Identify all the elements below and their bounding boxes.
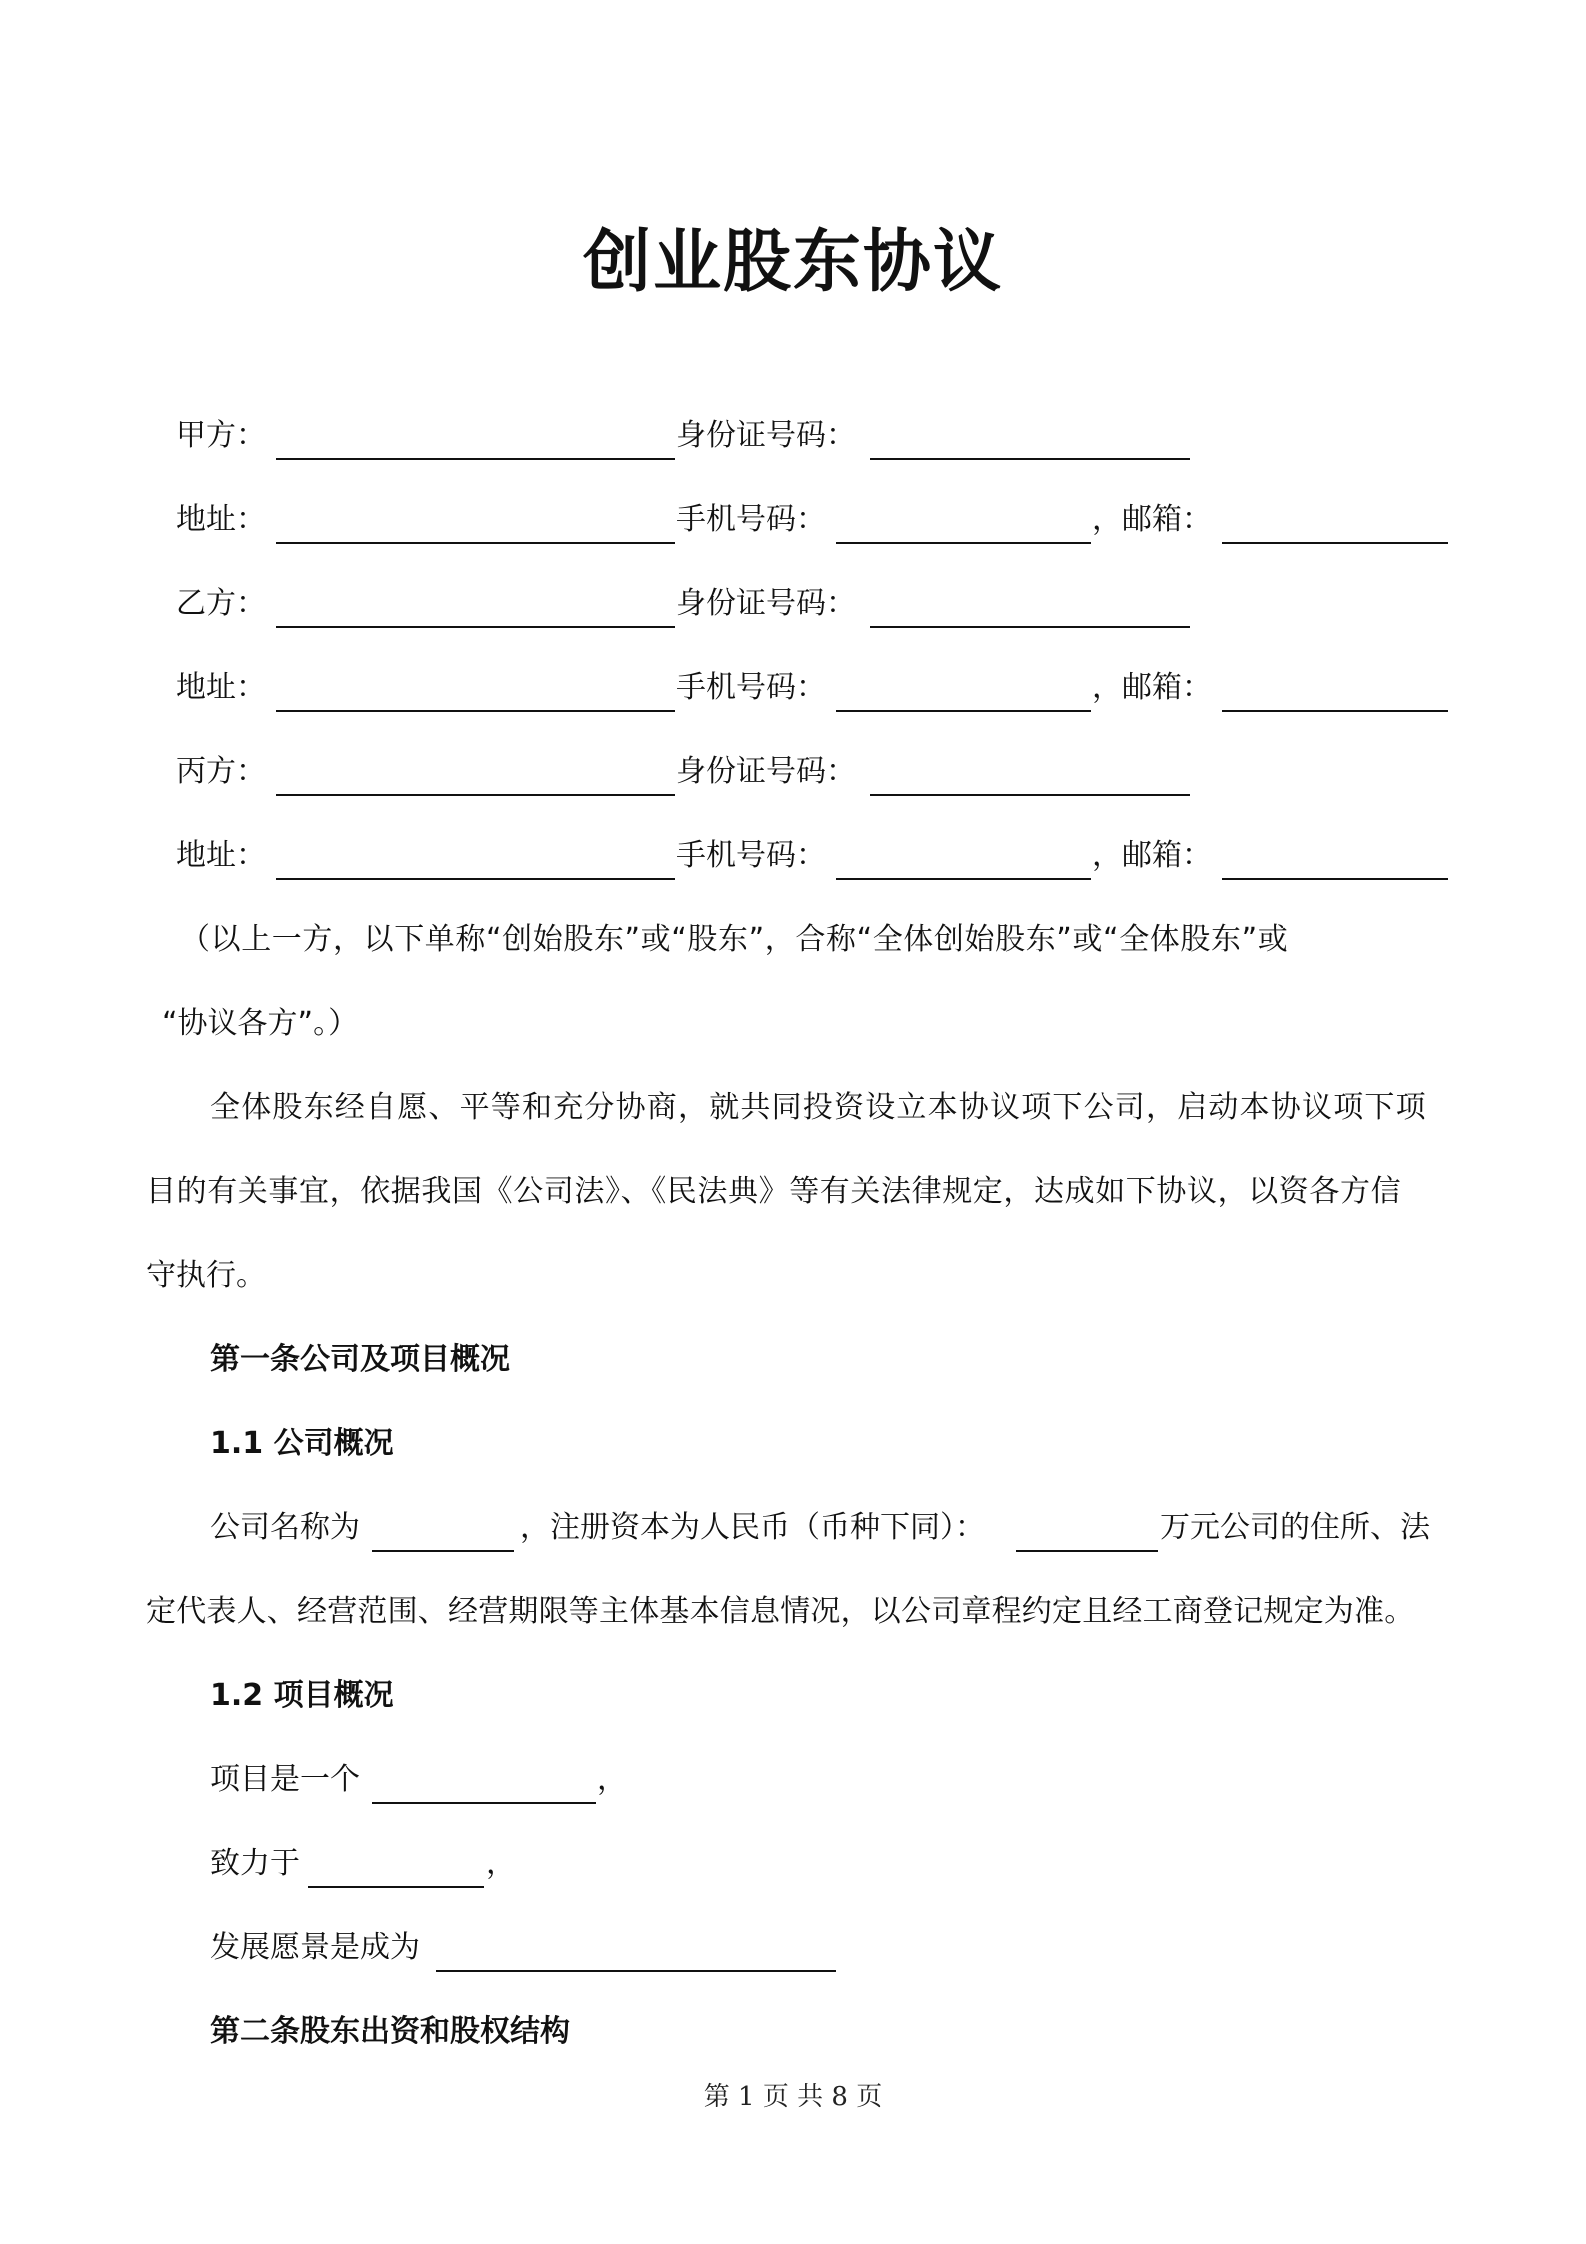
project-is-label: 项目是一个 bbox=[210, 1762, 360, 1797]
party-c-address-label: 地址： bbox=[176, 838, 266, 873]
party-a-id-label: 身份证号码： bbox=[676, 418, 856, 453]
party-a-phone-blank[interactable] bbox=[836, 542, 1091, 544]
party-b-name-blank[interactable] bbox=[276, 626, 675, 628]
party-c-id-blank[interactable] bbox=[870, 794, 1190, 796]
party-a-address-label: 地址： bbox=[176, 502, 266, 537]
party-c-phone-label: 手机号码： bbox=[676, 838, 826, 873]
page-footer: 第 1 页 共 8 页 bbox=[703, 2082, 883, 2112]
section-1-1-heading: 1.1 公司概况 bbox=[210, 1426, 394, 1461]
party-b-id-label: 身份证号码： bbox=[676, 586, 856, 621]
article2-heading: 第二条股东出资和股权结构 bbox=[210, 2014, 570, 2049]
vision-blank[interactable] bbox=[436, 1970, 836, 1972]
intro-line2: 目的有关事宜，依据我国《公司法》、《民法典》等有关法律规定，达成如下协议，以资各方信 bbox=[146, 1174, 1402, 1209]
party-a-email-blank[interactable] bbox=[1222, 542, 1448, 544]
company-info-line2: 定代表人、经营范围、经营期限等主体基本信息情况，以公司章程约定且经工商登记规定为准。 bbox=[146, 1594, 1415, 1629]
party-b-email-label: ，邮箱： bbox=[1092, 670, 1212, 705]
party-a-name-blank[interactable] bbox=[276, 458, 675, 460]
party-a-email-label: ，邮箱： bbox=[1092, 502, 1212, 537]
registered-capital-blank[interactable] bbox=[1016, 1550, 1158, 1552]
company-info-tail: 万元公司的住所、法 bbox=[1160, 1510, 1430, 1545]
party-a-phone-label: 手机号码： bbox=[676, 502, 826, 537]
project-is-blank[interactable] bbox=[372, 1802, 596, 1804]
devoted-to-blank[interactable] bbox=[308, 1886, 484, 1888]
party-c-email-blank[interactable] bbox=[1222, 878, 1448, 880]
document-title: 创业股东协议 bbox=[582, 223, 1003, 302]
party-c-phone-blank[interactable] bbox=[836, 878, 1091, 880]
registered-capital-label: ，注册资本为人民币（币种下同）： bbox=[520, 1510, 985, 1545]
party-b-label: 乙方： bbox=[176, 586, 266, 621]
party-b-phone-blank[interactable] bbox=[836, 710, 1091, 712]
party-b-email-blank[interactable] bbox=[1222, 710, 1448, 712]
party-c-name-blank[interactable] bbox=[276, 794, 675, 796]
party-c-id-label: 身份证号码： bbox=[676, 754, 856, 789]
party-c-address-blank[interactable] bbox=[276, 878, 675, 880]
company-name-label: 公司名称为 bbox=[210, 1510, 360, 1545]
party-a-label: 甲方： bbox=[176, 418, 266, 453]
devoted-to-comma: ， bbox=[486, 1846, 516, 1881]
company-name-blank[interactable] bbox=[372, 1550, 514, 1552]
party-a-id-blank[interactable] bbox=[870, 458, 1190, 460]
vision-label: 发展愿景是成为 bbox=[210, 1930, 420, 1965]
project-is-comma: ， bbox=[597, 1762, 627, 1797]
section-1-2-heading: 1.2 项目概况 bbox=[210, 1678, 394, 1713]
devoted-to-label: 致力于 bbox=[210, 1846, 300, 1881]
party-b-id-blank[interactable] bbox=[870, 626, 1190, 628]
intro-line3: 守执行。 bbox=[146, 1258, 266, 1293]
parties-note-line2: “协议各方”。） bbox=[162, 1006, 359, 1041]
party-c-email-label: ，邮箱： bbox=[1092, 838, 1212, 873]
party-a-address-blank[interactable] bbox=[276, 542, 675, 544]
parties-note-line1: （以上一方，以下单称“创始股东”或“股东”，合称“全体创始股东”或“全体股东”或 bbox=[180, 922, 1289, 957]
party-b-address-blank[interactable] bbox=[276, 710, 675, 712]
article1-heading: 第一条公司及项目概况 bbox=[210, 1342, 510, 1377]
party-b-address-label: 地址： bbox=[176, 670, 266, 705]
party-c-label: 丙方： bbox=[176, 754, 266, 789]
party-b-phone-label: 手机号码： bbox=[676, 670, 826, 705]
intro-line1: 全体股东经自愿、平等和充分协商，就共同投资设立本协议项下公司，启动本协议项下项 bbox=[210, 1090, 1427, 1125]
